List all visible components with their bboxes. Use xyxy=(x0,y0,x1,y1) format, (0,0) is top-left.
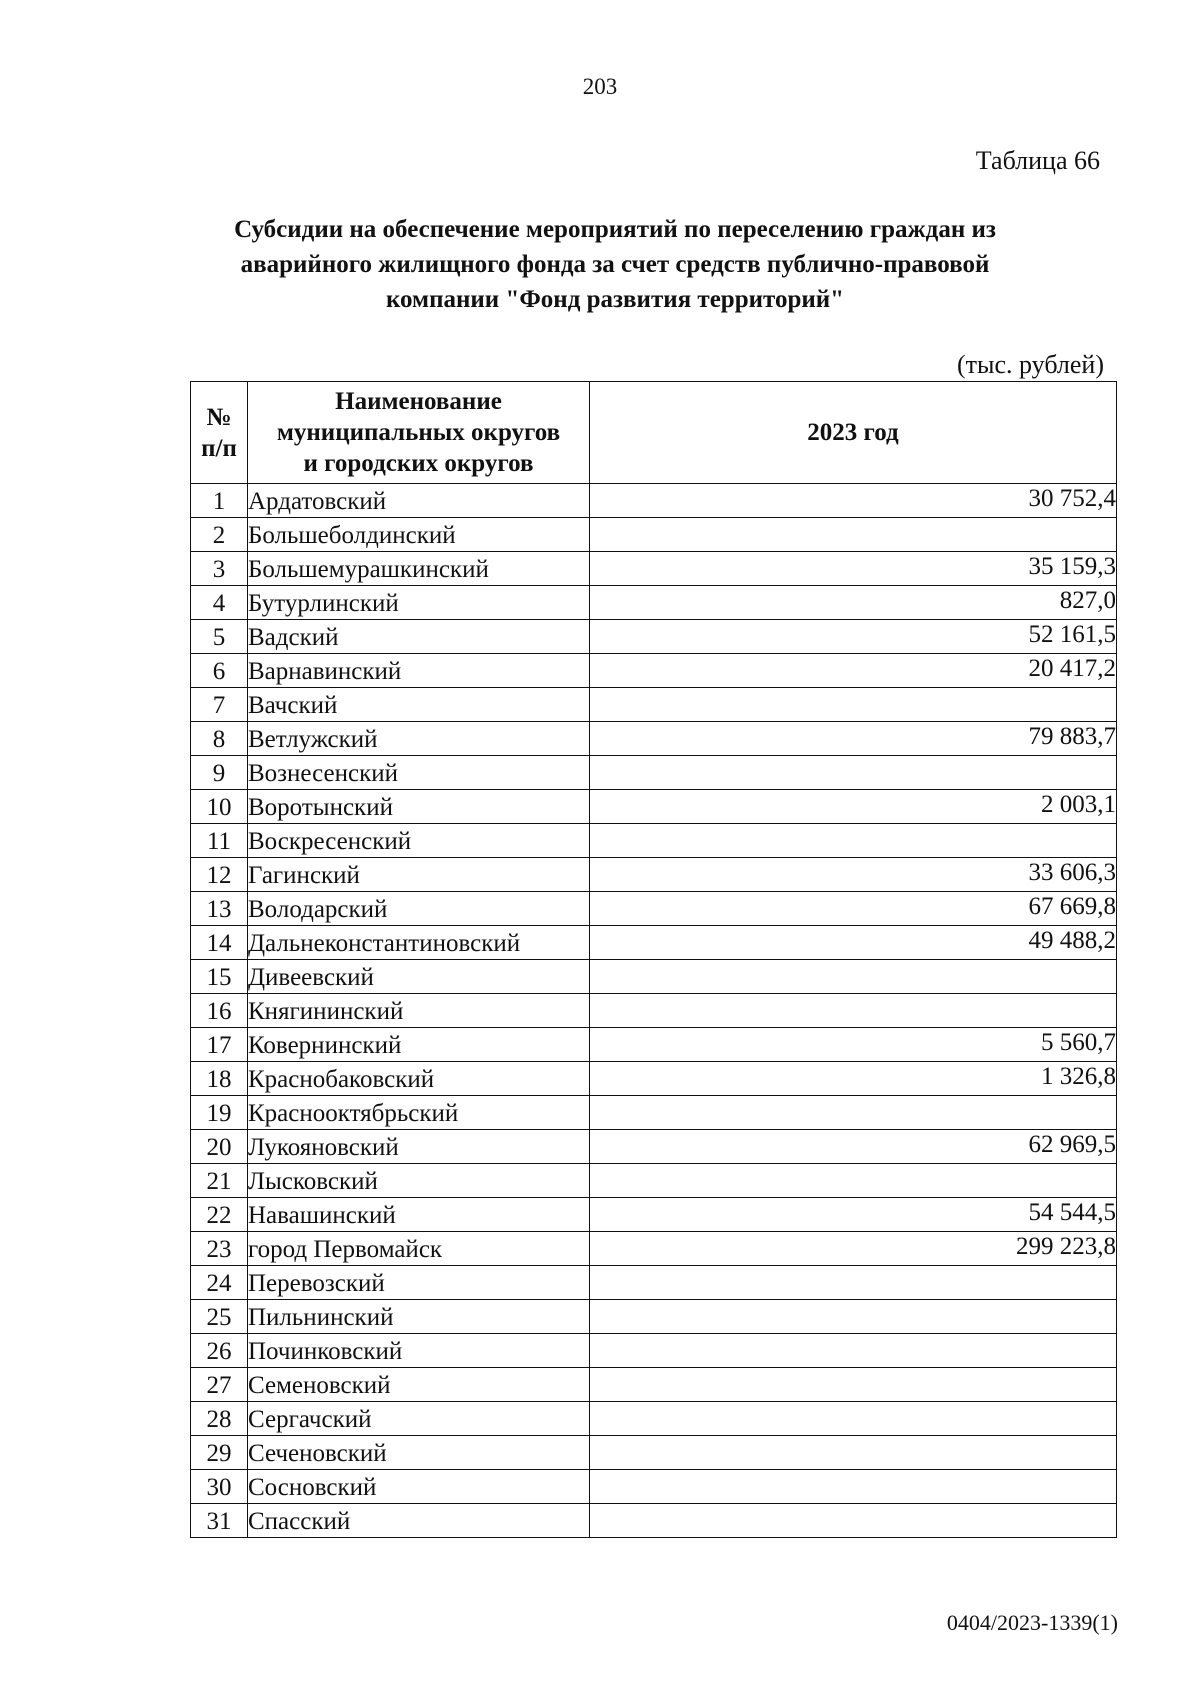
district-name-cell: Гагинский xyxy=(248,858,590,892)
table-row xyxy=(191,858,1117,892)
table-row xyxy=(191,518,1117,552)
district-name-cell: Воротынский xyxy=(248,790,590,824)
table-row xyxy=(191,1470,1117,1504)
row-number-cell: 6 xyxy=(191,654,248,688)
row-number-cell: 21 xyxy=(191,1164,248,1198)
amount-cell xyxy=(590,1300,1117,1334)
row-number-cell: 8 xyxy=(191,722,248,756)
amount-cell: 67 669,8 xyxy=(590,892,1117,926)
header-number-line: п/п xyxy=(201,434,237,462)
title-line: аварийного жилищного фонда за счет средств публично-правовой xyxy=(240,251,990,278)
amount-cell: 5 560,7 xyxy=(590,1028,1117,1062)
amount-cell xyxy=(590,1470,1117,1504)
subsidy-table xyxy=(190,381,1117,1538)
title-line: компании "Фонд развития территорий" xyxy=(385,286,845,313)
district-name-cell: Сеченовский xyxy=(248,1436,590,1470)
table-row xyxy=(191,790,1117,824)
header-name-line: Наименование xyxy=(335,388,502,415)
amount-cell xyxy=(590,824,1117,858)
district-name-cell: Володарский xyxy=(248,892,590,926)
amount-cell xyxy=(590,1368,1117,1402)
row-number-cell: 25 xyxy=(191,1300,248,1334)
row-number-cell: 3 xyxy=(191,552,248,586)
table-row xyxy=(191,824,1117,858)
table-row xyxy=(191,1436,1117,1470)
row-number-cell: 17 xyxy=(191,1028,248,1062)
page-number: 203 xyxy=(582,74,618,99)
district-name-cell: Ветлужский xyxy=(248,722,590,756)
row-number-cell: 20 xyxy=(191,1130,248,1164)
table-row xyxy=(191,1334,1117,1368)
district-name-cell: Ковернинский xyxy=(248,1028,590,1062)
table-header-row xyxy=(191,382,1117,484)
table-row xyxy=(191,1368,1117,1402)
amount-cell xyxy=(590,1096,1117,1130)
table-row xyxy=(191,1062,1117,1096)
header-year: 2023 год xyxy=(590,382,1117,484)
row-number-cell: 1 xyxy=(191,484,248,518)
amount-cell: 49 488,2 xyxy=(590,926,1117,960)
row-number-cell: 31 xyxy=(191,1504,248,1538)
table-row xyxy=(191,756,1117,790)
district-name-cell: Сосновский xyxy=(248,1470,590,1504)
table-row xyxy=(191,688,1117,722)
district-name-cell: Лысковский xyxy=(248,1164,590,1198)
units-label: (тыс. рублей) xyxy=(956,350,1104,379)
district-name-cell: Княгининский xyxy=(248,994,590,1028)
table-row xyxy=(191,1266,1117,1300)
district-name-cell: Вачский xyxy=(248,688,590,722)
amount-cell: 1 326,8 xyxy=(590,1062,1117,1096)
district-name-cell: Ардатовский xyxy=(248,484,590,518)
amount-cell: 35 159,3 xyxy=(590,552,1117,586)
amount-cell xyxy=(590,1504,1117,1538)
amount-cell xyxy=(590,994,1117,1028)
amount-cell: 62 969,5 xyxy=(590,1130,1117,1164)
district-name-cell: Вадский xyxy=(248,620,590,654)
district-name-cell: Сергачский xyxy=(248,1402,590,1436)
table-row xyxy=(191,1130,1117,1164)
row-number-cell: 27 xyxy=(191,1368,248,1402)
amount-cell: 54 544,5 xyxy=(590,1198,1117,1232)
row-number-cell: 16 xyxy=(191,994,248,1028)
district-name-cell: Пильнинский xyxy=(248,1300,590,1334)
header-name-line: и городских округов xyxy=(303,450,534,477)
row-number-cell: 10 xyxy=(191,790,248,824)
district-name-cell: Вознесенский xyxy=(248,756,590,790)
amount-cell xyxy=(590,688,1117,722)
district-name-cell: Лукояновский xyxy=(248,1130,590,1164)
district-name-cell: Большемурашкинский xyxy=(248,552,590,586)
district-name-cell: Воскресенский xyxy=(248,824,590,858)
table-row xyxy=(191,722,1117,756)
amount-cell: 79 883,7 xyxy=(590,722,1117,756)
row-number-cell: 26 xyxy=(191,1334,248,1368)
district-name-cell: Варнавинский xyxy=(248,654,590,688)
table-row xyxy=(191,1198,1117,1232)
header-name xyxy=(248,382,590,484)
row-number-cell: 28 xyxy=(191,1402,248,1436)
table-row xyxy=(191,1402,1117,1436)
district-name-cell: Большеболдинский xyxy=(248,518,590,552)
amount-cell xyxy=(590,1164,1117,1198)
row-number-cell: 18 xyxy=(191,1062,248,1096)
table-row xyxy=(191,586,1117,620)
district-name-cell: Бутурлинский xyxy=(248,586,590,620)
amount-cell: 2 003,1 xyxy=(590,790,1117,824)
amount-cell: 30 752,4 xyxy=(590,484,1117,518)
header-number xyxy=(191,382,248,484)
district-name-cell: Починковский xyxy=(248,1334,590,1368)
header-name-line: муниципальных округов xyxy=(276,419,561,446)
district-name-cell: Навашинский xyxy=(248,1198,590,1232)
row-number-cell: 5 xyxy=(191,620,248,654)
row-number-cell: 7 xyxy=(191,688,248,722)
district-name-cell: Семеновский xyxy=(248,1368,590,1402)
table-row xyxy=(191,654,1117,688)
row-number-cell: 30 xyxy=(191,1470,248,1504)
row-number-cell: 23 xyxy=(191,1232,248,1266)
table-row xyxy=(191,1096,1117,1130)
row-number-cell: 4 xyxy=(191,586,248,620)
table-row xyxy=(191,1028,1117,1062)
table-row xyxy=(191,960,1117,994)
row-number-cell: 9 xyxy=(191,756,248,790)
table-label: Таблица 66 xyxy=(975,146,1100,175)
amount-cell: 827,0 xyxy=(590,586,1117,620)
table-body xyxy=(191,484,1117,1538)
table-row xyxy=(191,892,1117,926)
row-number-cell: 22 xyxy=(191,1198,248,1232)
district-name-cell: Краснобаковский xyxy=(248,1062,590,1096)
amount-cell xyxy=(590,1402,1117,1436)
table-row xyxy=(191,484,1117,518)
amount-cell: 20 417,2 xyxy=(590,654,1117,688)
table-row xyxy=(191,1300,1117,1334)
amount-cell xyxy=(590,1436,1117,1470)
amount-cell: 33 606,3 xyxy=(590,858,1117,892)
amount-cell: 52 161,5 xyxy=(590,620,1117,654)
row-number-cell: 12 xyxy=(191,858,248,892)
header-number-line: № xyxy=(206,403,232,431)
row-number-cell: 19 xyxy=(191,1096,248,1130)
table-row xyxy=(191,1232,1117,1266)
row-number-cell: 11 xyxy=(191,824,248,858)
title-line: Субсидии на обеспечение мероприятий по переселению граждан из xyxy=(234,216,996,243)
district-name-cell: Спасский xyxy=(248,1504,590,1538)
table-row xyxy=(191,552,1117,586)
row-number-cell: 14 xyxy=(191,926,248,960)
row-number-cell: 2 xyxy=(191,518,248,552)
amount-cell xyxy=(590,518,1117,552)
document-code: 0404/2023-1339(1) xyxy=(946,1610,1118,1635)
table-row xyxy=(191,1504,1117,1538)
row-number-cell: 24 xyxy=(191,1266,248,1300)
district-name-cell: Дивеевский xyxy=(248,960,590,994)
district-name-cell: Перевозский xyxy=(248,1266,590,1300)
amount-cell xyxy=(590,1266,1117,1300)
row-number-cell: 15 xyxy=(191,960,248,994)
amount-cell xyxy=(590,1334,1117,1368)
amount-cell: 299 223,8 xyxy=(590,1232,1117,1266)
row-number-cell: 13 xyxy=(191,892,248,926)
row-number-cell: 29 xyxy=(191,1436,248,1470)
amount-cell xyxy=(590,960,1117,994)
district-name-cell: Краснооктябрьский xyxy=(248,1096,590,1130)
table-row xyxy=(191,926,1117,960)
amount-cell xyxy=(590,756,1117,790)
document-title xyxy=(150,212,1080,317)
table-row xyxy=(191,994,1117,1028)
table-row xyxy=(191,620,1117,654)
district-name-cell: город Первомайск xyxy=(248,1232,590,1266)
table-row xyxy=(191,1164,1117,1198)
district-name-cell: Дальнеконстантиновский xyxy=(248,926,590,960)
